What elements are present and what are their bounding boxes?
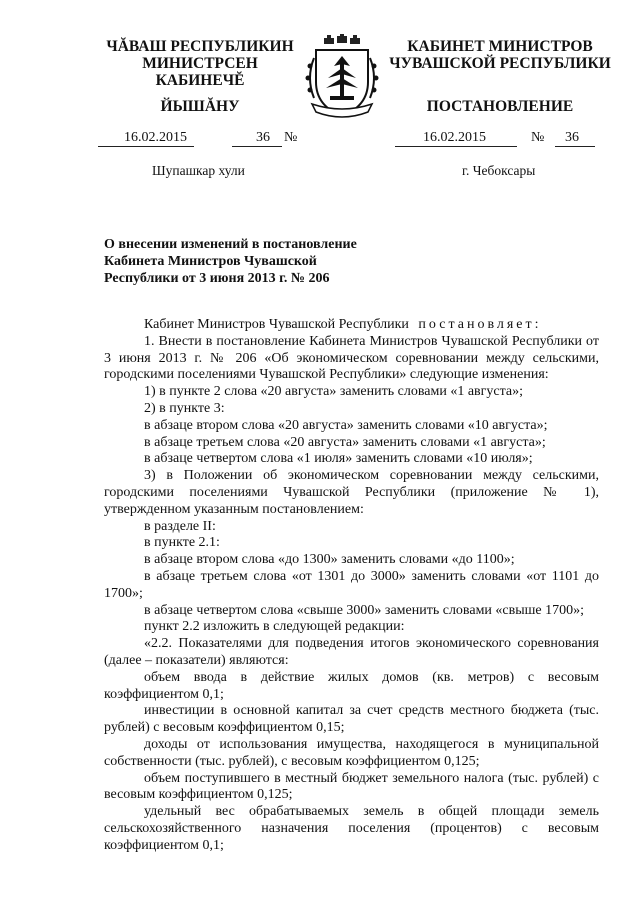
chuvash-emblem-icon [302, 34, 382, 119]
body-paragraph: доходы от использования имущества, находящегося в муниципальной собственности (тыс. рублей), с весовым коэффициентом 0,125; [104, 736, 599, 769]
body-paragraph: объем поступившего в местный бюджет земельного налога (тыс. рублей) с весовым коэффициентом 0,125; [104, 770, 599, 803]
header-right-line2: ЧУВАШСКОЙ РЕСПУБЛИКИ [389, 55, 611, 72]
body-paragraph: в абзаце втором слова «20 августа» заменить словами «10 августа»; [144, 417, 548, 433]
body-paragraph: в абзаце втором слова «до 1300» заменить словами «до 1100»; [144, 552, 515, 568]
header-left-doc-type: ЙЫШĂНУ [160, 98, 240, 115]
intro-verb: постановляет: [418, 317, 542, 332]
body-paragraph: 3) в Положении об экономическом соревновании между сельскими, городскими поселениями Чувашской Республики (приложение № 1), утвержденном указанным постановлением: [104, 468, 599, 517]
place-right: г. Чебоксары [462, 163, 536, 178]
body-paragraph: 1. Внести в постановление Кабинета Министров Чувашской Республики от 3 июня 2013 г. № 206 «Об экономическом соревновании между сельскими, городскими поселениями Чувашской Республики» следующие изменения: [104, 333, 599, 383]
number-left: 36 [256, 130, 270, 145]
date-right: 16.02.2015 [423, 130, 486, 145]
body-paragraph: в абзаце четвертом слова «свыше 3000» заменить словами «свыше 1700»; [144, 602, 585, 618]
number-sign-right: № [531, 130, 545, 145]
body-paragraph: в абзаце четвертом слова «1 июля» заменить словами «10 июля»; [144, 451, 533, 467]
body-paragraph: в абзаце третьем слова «20 августа» заменить словами «1 августа»; [144, 434, 546, 450]
body-paragraph: в разделе II: [144, 518, 216, 534]
document-title: О внесении изменений в постановление Кабинета Министров Чувашской Республики от 3 июня 2013 г. № 206 [104, 237, 357, 286]
body-paragraph: пункт 2.2 изложить в следующей редакции: [144, 619, 405, 635]
header-right [385, 38, 615, 72]
intro-text: Кабинет Министров Чувашской Республики [144, 317, 409, 332]
number-right: 36 [565, 130, 579, 145]
header-left-line1: ЧĂВАШ РЕСПУБЛИКИН [106, 38, 294, 55]
body-paragraph: 1) в пункте 2 слова «20 августа» заменить словами «1 августа»; [144, 384, 523, 400]
body-paragraph: удельный вес обрабатываемых земель в общей площади земель сельскохозяйственного назначения поселения (процентов) с весовым коэффициентом 0,1; [104, 804, 599, 853]
body-paragraph: в пункте 2.1: [144, 535, 220, 551]
date-line-right [395, 130, 605, 148]
date-left: 16.02.2015 [124, 130, 187, 145]
body-paragraph: 2) в пункте 3: [144, 400, 225, 416]
header-right-line1: КАБИНЕТ МИНИСТРОВ [407, 38, 593, 55]
document-body [104, 317, 599, 855]
body-paragraph: в абзаце третьем слова «от 1301 до 3000» заменить словами «от 1101 до 1700»; [104, 568, 599, 601]
header-right-doc-type: ПОСТАНОВЛЕНИЕ [426, 98, 574, 115]
header-left-line2: МИНИСТРСЕН КАБИНЕЧĔ [142, 55, 258, 89]
number-sign-left: № [284, 130, 298, 145]
body-paragraph: «2.2. Показателями для подведения итогов экономического соревнования (далее – показатели) являются: [104, 636, 599, 668]
body-paragraph: инвестиции в основной капитал за счет средств местного бюджета (тыс. рублей) с весовым коэффициентом 0,15; [104, 703, 599, 736]
body-paragraph: объем ввода в действие жилых домов (кв. метров) с весовым коэффициентом 0,1; [104, 669, 599, 702]
place-left: Шупашкар хули [152, 163, 245, 178]
intro-paragraph [104, 317, 599, 334]
date-line-left [98, 130, 308, 148]
header-left [100, 38, 300, 89]
